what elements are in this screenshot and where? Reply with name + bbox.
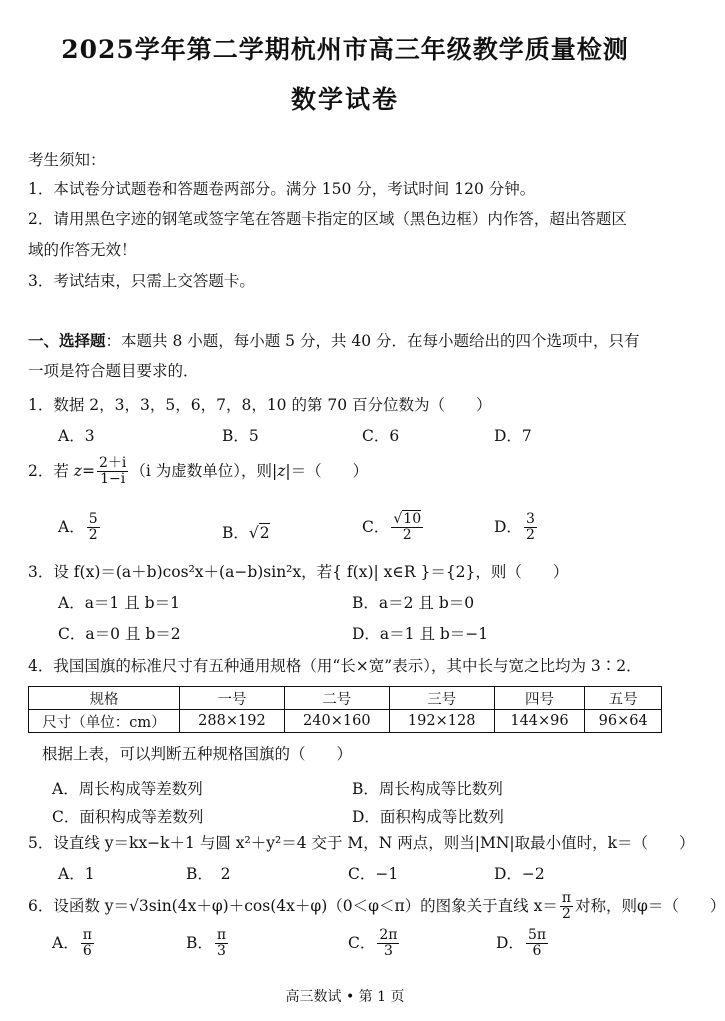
q2-stem: [28, 456, 368, 488]
q6-option-b-fraction: [215, 928, 228, 960]
q3-stem: 3．设 f(x)＝(a＋b)cos²x＋(a−b)sin²x，若{ f(x)| x∈R }＝{2}，则（ ）: [28, 563, 569, 581]
q3-option-d: D．a＝1 且 b＝−1: [352, 625, 489, 643]
page-footer: 高三数试 • 第 1 页: [285, 989, 405, 1005]
table-cell: 192×128: [389, 710, 494, 733]
table-header-cell: 四号: [494, 687, 585, 710]
exam-subtitle: 数学试卷: [290, 85, 399, 114]
q4-option-d: D．面积构成等比数列: [352, 808, 504, 826]
q4-option-c: C．面积构成等差数列: [52, 808, 204, 826]
q6-option-d-den: 6: [532, 943, 542, 960]
q2-option-a-fraction: [87, 512, 100, 544]
q2-option-d-den: 2: [525, 527, 535, 544]
q2-option-a: [58, 512, 102, 544]
q2-variable-z: z: [73, 461, 82, 480]
q2-option-d: [494, 512, 539, 544]
q2-option-d-fraction: [524, 512, 537, 544]
q6-stem-end: 对称，则φ＝（ ）: [575, 896, 725, 915]
q1-option-c: C．6: [362, 427, 400, 445]
q6-stem-num: π: [561, 890, 572, 906]
q6-stem-fraction: [560, 891, 573, 923]
table-cell: 144×96: [494, 710, 585, 733]
exam-title: 2025学年第二学期杭州市高三年级教学质量检测: [61, 35, 629, 64]
q6-option-b-den: 3: [217, 943, 226, 960]
notice-heading: 考生须知：: [28, 151, 106, 169]
notice-item-3: 3．考试结束，只需上交答题卡。: [28, 272, 255, 290]
q2-option-c-num: [391, 512, 423, 528]
q6-option-c-fraction: [377, 928, 399, 960]
q2-option-b: [222, 521, 270, 543]
q6-stem: [28, 891, 725, 923]
table-header-cell: 五号: [585, 687, 662, 710]
q6-option-c: [348, 928, 401, 960]
q4-option-a: A．周长构成等差数列: [52, 780, 203, 798]
table-cell: 尺寸（单位：cm）: [29, 710, 180, 733]
q6-option-a-den: 6: [82, 943, 92, 960]
q3-option-c: C．a＝0 且 b＝2: [58, 625, 181, 643]
q4-option-b: B．周长构成等比数列: [352, 780, 503, 798]
q6-option-a: [52, 928, 96, 960]
q6-option-c-label: C．: [348, 933, 376, 952]
q2-option-a-num: 5: [88, 511, 98, 527]
q6-stem-den: 2: [561, 906, 571, 923]
table-header-cell: 一号: [180, 687, 285, 710]
q3-option-a: A．a＝1 且 b＝1: [58, 594, 180, 612]
q5-option-d: D．−2: [494, 865, 545, 883]
q2-suffix: （i 为虚数单位），则|: [130, 461, 278, 480]
q2-option-c-fraction: [391, 512, 423, 544]
q2-equals: =: [81, 461, 95, 480]
table-header-row: [29, 687, 662, 710]
q2-option-c-radicand: 10: [403, 511, 422, 527]
q2-prefix: 2．若: [28, 461, 74, 480]
q2-option-a-den: 2: [88, 527, 98, 544]
q5-option-a: A．1: [58, 865, 95, 883]
flag-size-table: [28, 686, 662, 733]
q2-fraction: [97, 456, 128, 488]
q2-option-c: [362, 512, 425, 544]
q2-option-c-den: 2: [402, 527, 412, 544]
q6-option-d: [496, 928, 550, 960]
q4-after-table: 根据上表，可以判断五种规格国旗的（ ）: [42, 745, 353, 763]
q5-stem: 5．设直线 y＝kx−k＋1 与圆 x²＋y²＝4 交于 M，N 两点，则当|MN|取最小值时，k＝（ ）: [28, 834, 695, 852]
q2-fraction-numerator: 2＋i: [98, 455, 127, 471]
q6-option-d-label: D．: [496, 933, 524, 952]
table-row: [29, 710, 662, 733]
q6-option-b: [186, 928, 230, 960]
q3-option-b: B．a＝2 且 b＝0: [352, 594, 475, 612]
q6-option-d-fraction: [526, 928, 548, 960]
table-cell: 288×192: [180, 710, 285, 733]
q6-option-c-den: 3: [383, 943, 393, 960]
notice-item-1: 1．本试卷分试题卷和答题卷两部分。满分 150 分，考试时间 120 分钟。: [28, 180, 536, 198]
section-1-desc-line-2: 一项是符合题目要求的．: [28, 362, 199, 380]
q6-option-a-num: π: [82, 927, 92, 943]
q6-option-c-num: 2π: [379, 927, 398, 943]
q1-stem: 1．数据 2，3，3，5，6，7，8，10 的第 70 百分位数为（ ）: [28, 396, 492, 414]
table-cell: 240×160: [284, 710, 389, 733]
q5-option-b: B． 2: [186, 865, 231, 883]
table-header-cell: 规格: [29, 687, 180, 710]
section-1-intro: [28, 329, 640, 351]
q2-option-b-radicand: 2: [259, 524, 270, 542]
q6-option-d-num: 5π: [527, 927, 547, 943]
table-header-cell: 二号: [284, 687, 389, 710]
q5-option-c: C．−1: [348, 865, 399, 883]
table-header-cell: 三号: [389, 687, 494, 710]
q6-stem-start: 6．设函数 y＝√3sin(4x＋φ)＋cos(4x＋φ)（0＜φ＜π）的图象关于直线 x＝: [28, 896, 558, 915]
q2-variable-z-abs: z: [277, 461, 286, 480]
q1-option-d: D．7: [494, 427, 532, 445]
q2-fraction-denominator: 1−i: [100, 471, 126, 488]
section-1-label: 一、选择题: [28, 331, 106, 350]
notice-item-2-line-2: 域的作答无效！: [28, 241, 137, 259]
section-1-desc: ：本题共 8 小题，每小题 5 分，共 40 分．在每小题给出的四个选项中，只有: [105, 332, 640, 350]
q6-option-a-label: A．: [52, 933, 79, 952]
q2-option-b-label: B．: [222, 524, 249, 542]
q4-stem: 4．我国国旗的标准尺寸有五种通用规格（用“长×宽”表示），其中长与宽之比均为 3∶2．: [28, 657, 642, 675]
q2-option-c-label: C．: [362, 517, 390, 536]
q2-option-c-sqrt-icon: √: [393, 511, 403, 527]
q1-option-b: B．5: [222, 427, 259, 445]
q1-option-a: A．3: [58, 427, 95, 445]
q2-option-d-label: D．: [494, 517, 522, 536]
table-cell: 96×64: [585, 710, 662, 733]
q6-option-b-num: π: [216, 927, 227, 943]
q2-option-b-sqrt-icon: √: [248, 524, 259, 542]
q2-option-d-num: 3: [525, 511, 535, 527]
q2-option-a-label: A．: [58, 517, 85, 536]
q6-option-a-fraction: [81, 928, 94, 960]
q2-suffix-end: |＝（ ）: [285, 461, 369, 480]
notice-item-2-line-1: 2．请用黑色字迹的钢笔或签字笔在答题卡指定的区域（黑色边框）内作答，超出答题区: [28, 210, 627, 228]
q6-option-b-label: B．: [186, 933, 213, 952]
